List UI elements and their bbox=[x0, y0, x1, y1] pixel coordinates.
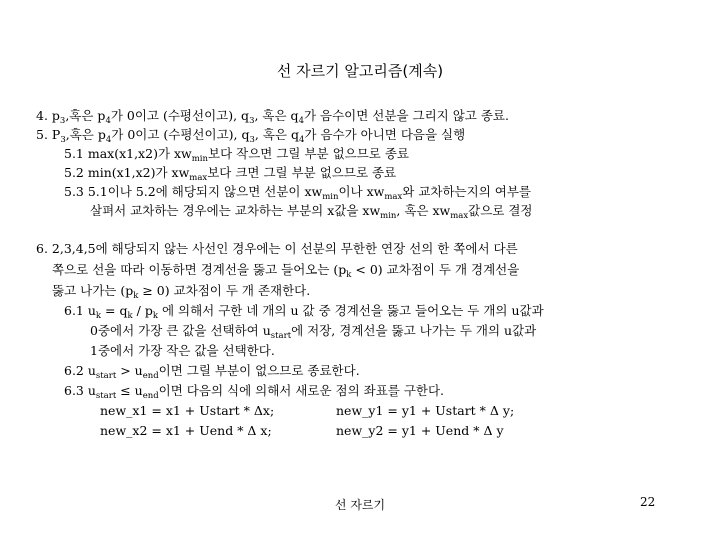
item-6-1-line-2: 0중에서 가장 큰 값을 선택하여 $u_{start}$에 저장, 경계선을 뚫고 나가는 두 개의 u값과 bbox=[90, 323, 537, 341]
item-6-3: 6.3 $u_{start} \le u_{end}$이면 다음의 식에 의해서 새로운 점의 좌표를 구한다. bbox=[64, 383, 445, 401]
item-6-line-3: 뚫고 나가는 $(p_k \ge 0)$ 교차점이 두 개 존재한다. bbox=[52, 283, 311, 301]
page-number: 22 bbox=[640, 495, 656, 509]
item-5-3-line-1: 5.3 5.1이나 5.2에 해당되지 않으면 선분이 $xw_{min}$이나 $xw_{max}$와 교차하는지의 여부를 bbox=[64, 184, 531, 202]
equation-new-x2: new_x2 = x1 + Uend * Δ x; bbox=[100, 423, 272, 438]
item-5-1: 5.1 max(x1,x2)가 $xw_{min}$보다 작으면 그릴 부분 없으므로 종료 bbox=[64, 146, 410, 164]
item-6-1-line-3: 1중에서 가장 작은 값을 선택한다. bbox=[90, 343, 275, 358]
equation-row-2 bbox=[100, 423, 540, 439]
footer-title: 선 자르기 bbox=[334, 498, 386, 512]
item-6-line-1: 6. 2,3,4,5에 해당되지 않는 사선인 경우에는 이 선분의 무한한 연장 선의 한 쪽에서 다른 bbox=[36, 241, 518, 256]
equation-row-1 bbox=[100, 403, 540, 419]
item-5-3-line-2: 살펴서 교차하는 경우에는 교차하는 부분의 x값을 $xw_{min}$, 혹은 $xw_{max}$값으로 결정 bbox=[90, 203, 533, 221]
item-6-1-line-1: 6.1 $u_k = q_k / p_k$ 에 의해서 구한 네 개의 u 값 중 경계선을 뚫고 들어오는 두 개의 u값과 bbox=[64, 303, 544, 321]
equation-new-y2: new_y2 = y1 + Uend * Δ y bbox=[336, 423, 504, 438]
item-5-2: 5.2 min(x1,x2)가 $xw_{max}$보다 크면 그릴 부분 없으므로 종료 bbox=[64, 165, 397, 183]
equation-new-y1: new_y1 = y1 + Ustart * Δ y; bbox=[336, 403, 515, 418]
equation-new-x1: new_x1 = x1 + Ustart * Δx; bbox=[100, 403, 275, 418]
item-6-line-2: 쪽으로 선을 따라 이동하면 경계선을 뚫고 들어오는 $(p_k < 0)$ 교차점이 두 개 경계선을 bbox=[52, 262, 520, 280]
slide-title: 선 자르기 알고리즘(계속) bbox=[276, 62, 444, 80]
item-4: 4. $p_3$,혹은 $p_4$가 0이고 (수평선이고), $q_3$, 혹은 $q_4$가 음수이면 선분을 그리지 않고 종료. bbox=[36, 108, 509, 126]
item-6-2: 6.2 $u_{start} > u_{end}$이면 그릴 부분이 없으므로 종료한다. bbox=[64, 363, 360, 381]
item-5: 5. $P_3$,혹은 $p_4$가 0이고 (수평선이고), $q_3$, 혹은 $q_4$가 음수가 아니면 다음을 실행 bbox=[36, 127, 466, 145]
